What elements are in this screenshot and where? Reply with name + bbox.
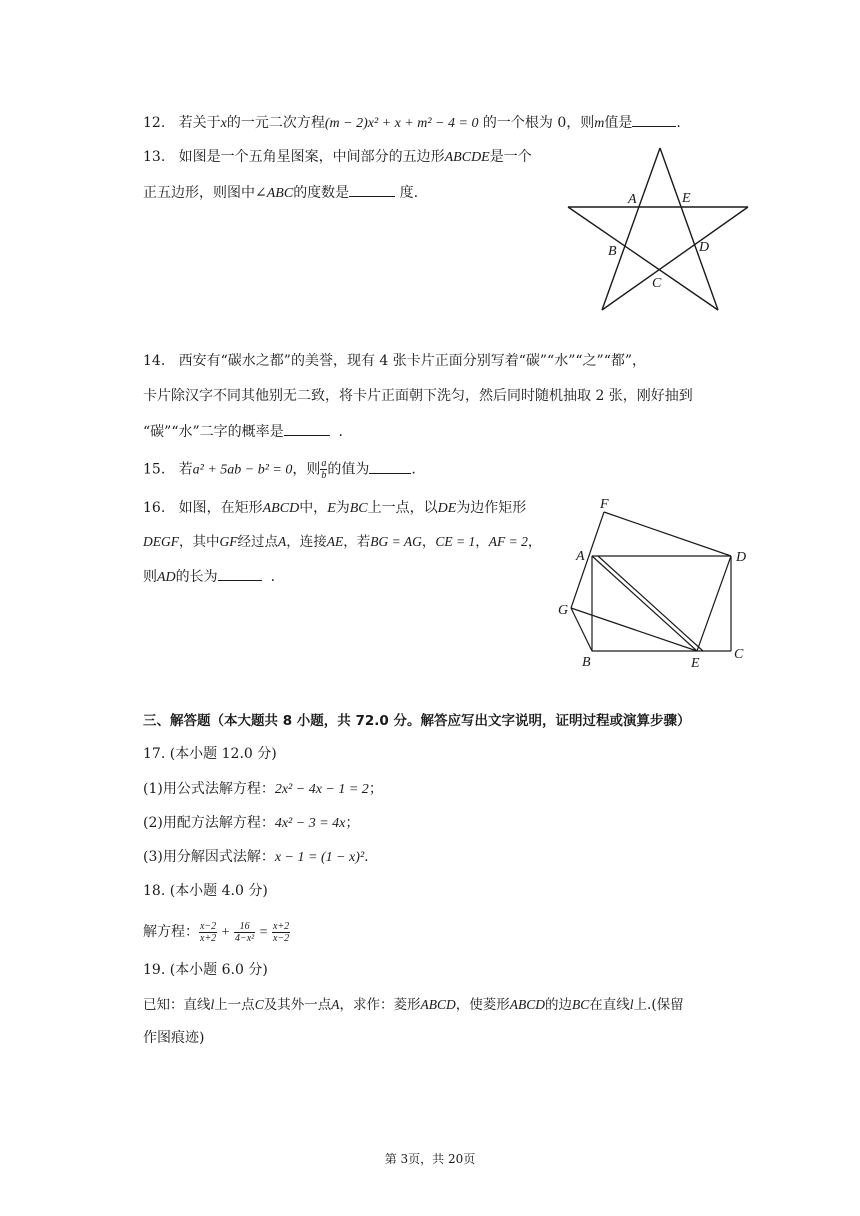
question-18-equation: 解方程： $\frac{x-2}{x+2}$ + $\frac{16}{\text{4−x²}}$ = $\frac{x+2}{x-2}$ [143, 920, 290, 944]
label-D: D [736, 550, 747, 565]
question-14-line-2: 卡片除汉字不同其他别无二致，将卡片正面朝下洗匀，然后同时随机抽取 2 张，刚好抽到 [143, 388, 693, 404]
edge-EG [571, 608, 697, 651]
answer-blank[interactable] [369, 459, 411, 474]
question-17-part-3: (3)用分解因式法解：x − 1 = (1 − x)². [143, 849, 369, 865]
label-B: B [582, 655, 591, 670]
segment-AE [592, 556, 697, 651]
label-A: A [576, 549, 585, 564]
fraction: $\frac{x-2}{x+2}$ [200, 920, 217, 944]
label-F: F [600, 497, 609, 512]
question-17-part-1: (1)用公式法解方程：2x² − 4x − 1 = 2； [143, 781, 383, 797]
label-C: C [734, 647, 744, 662]
label-E: E [682, 191, 691, 206]
label-A: A [628, 192, 637, 207]
label-C: C [652, 276, 662, 291]
question-number: 16. [143, 500, 166, 516]
star-edge [602, 207, 748, 310]
pentagram-figure [560, 140, 760, 320]
fraction: $\frac{x+2}{x-2}$ [273, 920, 290, 944]
answer-blank[interactable] [218, 566, 262, 581]
question-17-heading: 17. (本小题 12.0 分) [143, 746, 277, 762]
fraction: $\frac{16}{\text{4−x²}}$ [235, 920, 255, 944]
label-E: E [691, 656, 700, 671]
question-12: 12. 若关于x的一元二次方程(m − 2)x² + x + m² − 4 = 0 的一个根为 0，则m值是 . [143, 112, 681, 134]
label-D: D [699, 240, 710, 255]
question-13-line-2: 正五边形，则图中∠ABC的度数是 度. [143, 182, 418, 204]
answer-blank[interactable] [284, 421, 330, 436]
question-14-line-3: “碳”“水”二字的概率是 . [143, 421, 343, 442]
question-16-line-2: DEGF，其中GF经过点A，连接AE，若BG = AG，CE = 1，AF = 2， [143, 534, 542, 550]
question-15: 15. 若a² + 5ab − b² = 0，则 $\frac{a}{b}$ 的值为 . [143, 458, 416, 481]
question-number: 13. [143, 149, 166, 165]
rectangle-figure [550, 490, 760, 675]
edge-DE [697, 556, 731, 651]
label-G: G [558, 603, 569, 618]
question-number: 15. [143, 461, 166, 478]
question-18-heading: 18. (本小题 4.0 分) [143, 883, 268, 899]
answer-blank[interactable] [349, 182, 395, 197]
answer-blank[interactable] [632, 112, 676, 127]
question-16-line-3: 则AD的长为 . [143, 566, 275, 588]
question-number: 14. [143, 353, 166, 369]
section-heading: 三、解答题（本大题共 8 小题，共 72.0 分。解答应写出文字说明，证明过程或演算步骤） [143, 713, 691, 729]
question-19-line-2: 作图痕迹) [143, 1030, 205, 1046]
question-number: 12. [143, 115, 166, 131]
question-17-part-2: (2)用配方法解方程：4x² − 3 = 4x； [143, 815, 360, 831]
question-19-line-1: 已知：直线l上一点C及其外一点A，求作：菱形ABCD，使菱形ABCD的边BC在直线l上.(保留 [143, 997, 684, 1013]
question-19-heading: 19. (本小题 6.0 分) [143, 962, 268, 978]
question-16-line-1: 16. 如图，在矩形ABCD中，E为BC上一点，以DE为边作矩形 [143, 500, 527, 516]
segment-A-diag [598, 556, 703, 651]
question-13-line-1: 13. 如图是一个五角星图案，中间部分的五边形ABCDE是一个 [143, 149, 532, 165]
question-14-line-1: 14. 西安有“碳水之都”的美誉，现有 4 张卡片正面分别写着“碳”“水”“之”“都”， [143, 353, 647, 369]
star-edge [568, 207, 718, 310]
equation: (m − 2)x² + x + m² − 4 = 0 [324, 116, 479, 131]
edge-FD [604, 512, 731, 556]
star-edge [660, 148, 718, 310]
label-B: B [608, 244, 617, 259]
page-footer: 第 3页，共 20页 [384, 1152, 476, 1166]
fraction-a-over-b: $\frac{a}{b}$ [321, 458, 327, 481]
